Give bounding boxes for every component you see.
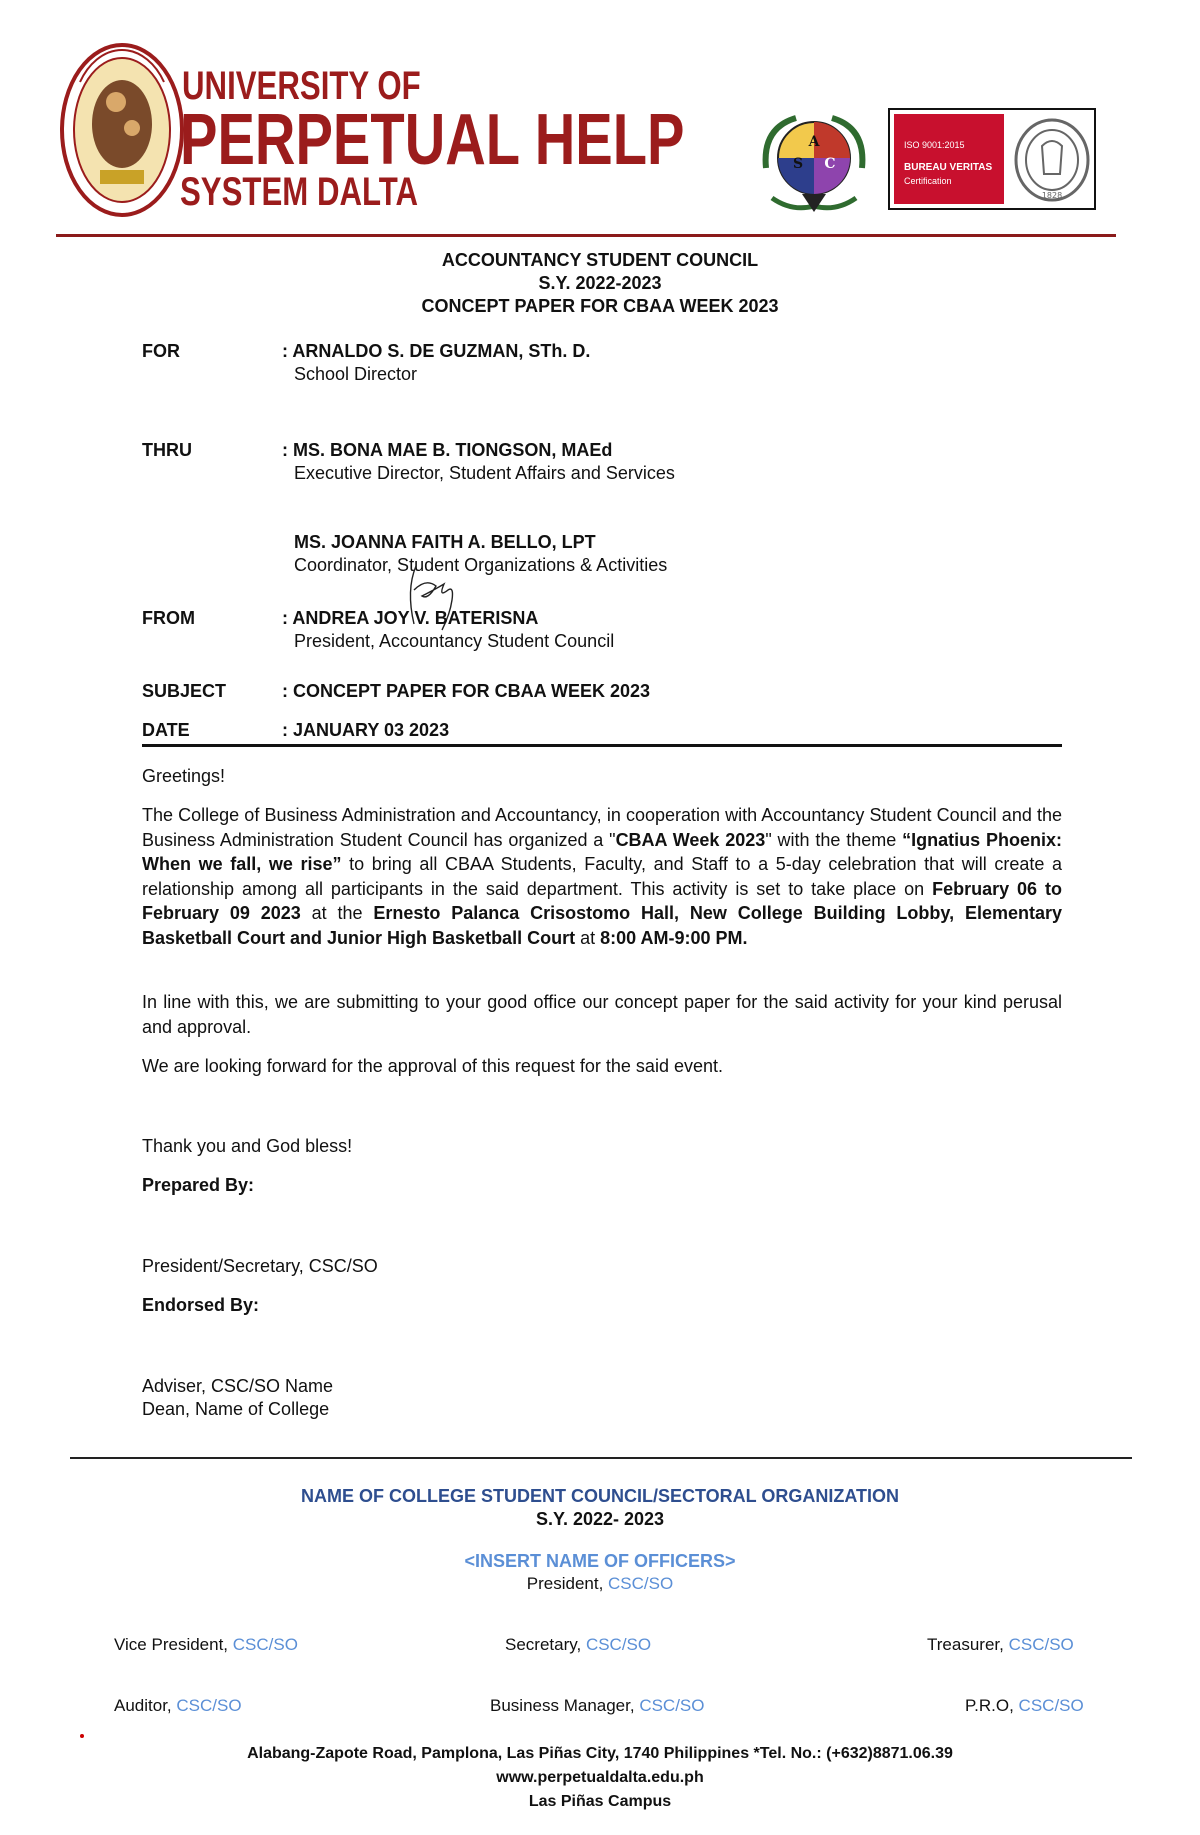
prepared-by-role: President/Secretary, CSC/SO [142,1256,378,1276]
asc-letter-c: C [824,156,836,172]
bureau-veritas-text: BUREAU VERITAS [904,162,993,173]
university-name-line2: PERPETUAL HELP [180,100,685,180]
university-seal [60,42,184,218]
certification-text: Certification [904,176,952,186]
from-title: President, Accountancy Student Council [294,631,615,651]
footer-address: Alabang-Zapote Road, Pamplona, Las Piñas City, 1740 Philippines *Tel. No.: (+632)8871.06.39 [247,1745,953,1762]
for-name: : ARNALDO S. DE GUZMAN, STh. D. [282,341,591,361]
thru-label: THRU [142,440,192,460]
iso-text: ISO 9001:2015 [904,140,965,150]
endorsed-by-label: Endorsed By: [142,1295,260,1315]
header-divider [56,234,1116,237]
asc-letter-a: A [808,134,820,150]
thru-name-1: : MS. BONA MAE B. TIONGSON, MAEd [282,440,613,460]
officer-president: President, CSC/SO [526,1574,674,1593]
officer-pro: P.R.O, CSC/SO [965,1696,1084,1715]
for-title: School Director [294,364,418,384]
officer-secretary: Secretary, CSC/SO [505,1635,652,1654]
footer-divider [70,1457,1132,1459]
asc-logo [752,108,876,216]
iso-certification-badge [888,108,1096,210]
thru-title-1: Executive Director, Student Affairs and Services [294,463,675,483]
officer-treasurer: Treasurer, CSC/SO [927,1635,1074,1654]
paragraph-3: We are looking forward for the approval of this request for the said event. [142,1056,723,1076]
date-value: : JANUARY 03 2023 [282,720,450,740]
footer-campus: Las Piñas Campus [528,1793,672,1810]
bureau-veritas-seal [1012,116,1092,204]
university-name-line3: SYSTEM DALTA [180,170,419,214]
document-title: CONCEPT PAPER FOR CBAA WEEK 2023 [421,296,779,316]
memo-divider [142,744,1062,747]
subject-label: SUBJECT [142,681,227,701]
footer-website[interactable]: www.perpetualdalta.edu.ph [496,1769,704,1786]
endorsed-by-role-2: Dean, Name of College [142,1399,330,1419]
officer-business-manager: Business Manager, CSC/SO [490,1696,705,1715]
footer-school-year: S.Y. 2022- 2023 [535,1509,665,1529]
date-label: DATE [142,720,190,740]
paragraph-1: The College of Business Administration and Accountancy, in cooperation with Accountancy Student Council and the Business Administration Student Council has organized a "CBAA Week 2023" with the theme “Ignatius Phoenix: When we fall, we rise” to bring all CBAA Students, Faculty, and Staff to a 5-day celebration that will create a relationship among all participants in the said department. This activity is set to take place on February 06 to February 09 2023 at the Ernesto Palanca Crisostomo Hall, New College Building Lobby, Elementary Basketball Court and Junior High Basketball Court at 8:00 AM-9:00 PM. [142,805,1063,948]
thru-name-2: MS. JOANNA FAITH A. BELLO, LPT [294,532,596,552]
for-label: FOR [142,341,180,361]
subject-value: : CONCEPT PAPER FOR CBAA WEEK 2023 [282,681,651,701]
asc-letter-s: S [792,156,804,172]
red-dot-mark [80,1734,84,1738]
from-name: : ANDREA JOY V. BATERISNA [282,608,539,628]
org-name: NAME OF COLLEGE STUDENT COUNCIL/SECTORAL ORGANIZATION [301,1486,899,1506]
prepared-by-label: Prepared By: [142,1175,255,1195]
officer-auditor: Auditor, CSC/SO [114,1696,242,1715]
university-name-line1: UNIVERSITY OF [182,64,421,108]
school-year: S.Y. 2022-2023 [538,273,662,293]
from-label: FROM [142,608,195,628]
closing-line: Thank you and God bless! [142,1136,353,1156]
council-title: ACCOUNTANCY STUDENT COUNCIL [441,250,759,270]
officers-placeholder: <INSERT NAME OF OFFICERS> [464,1551,736,1571]
paragraph-2: In line with this, we are submitting to your good office our concept paper for the said activity for your kind perusal and approval. [142,992,1062,1037]
bureau-veritas-year: 1828 [1041,191,1063,200]
thru-title-2: Coordinator, Student Organizations & Activities [294,555,668,575]
greeting: Greetings! [142,766,226,786]
endorsed-by-role-1: Adviser, CSC/SO Name [142,1376,334,1396]
officer-vice-president: Vice President, CSC/SO [114,1635,298,1654]
